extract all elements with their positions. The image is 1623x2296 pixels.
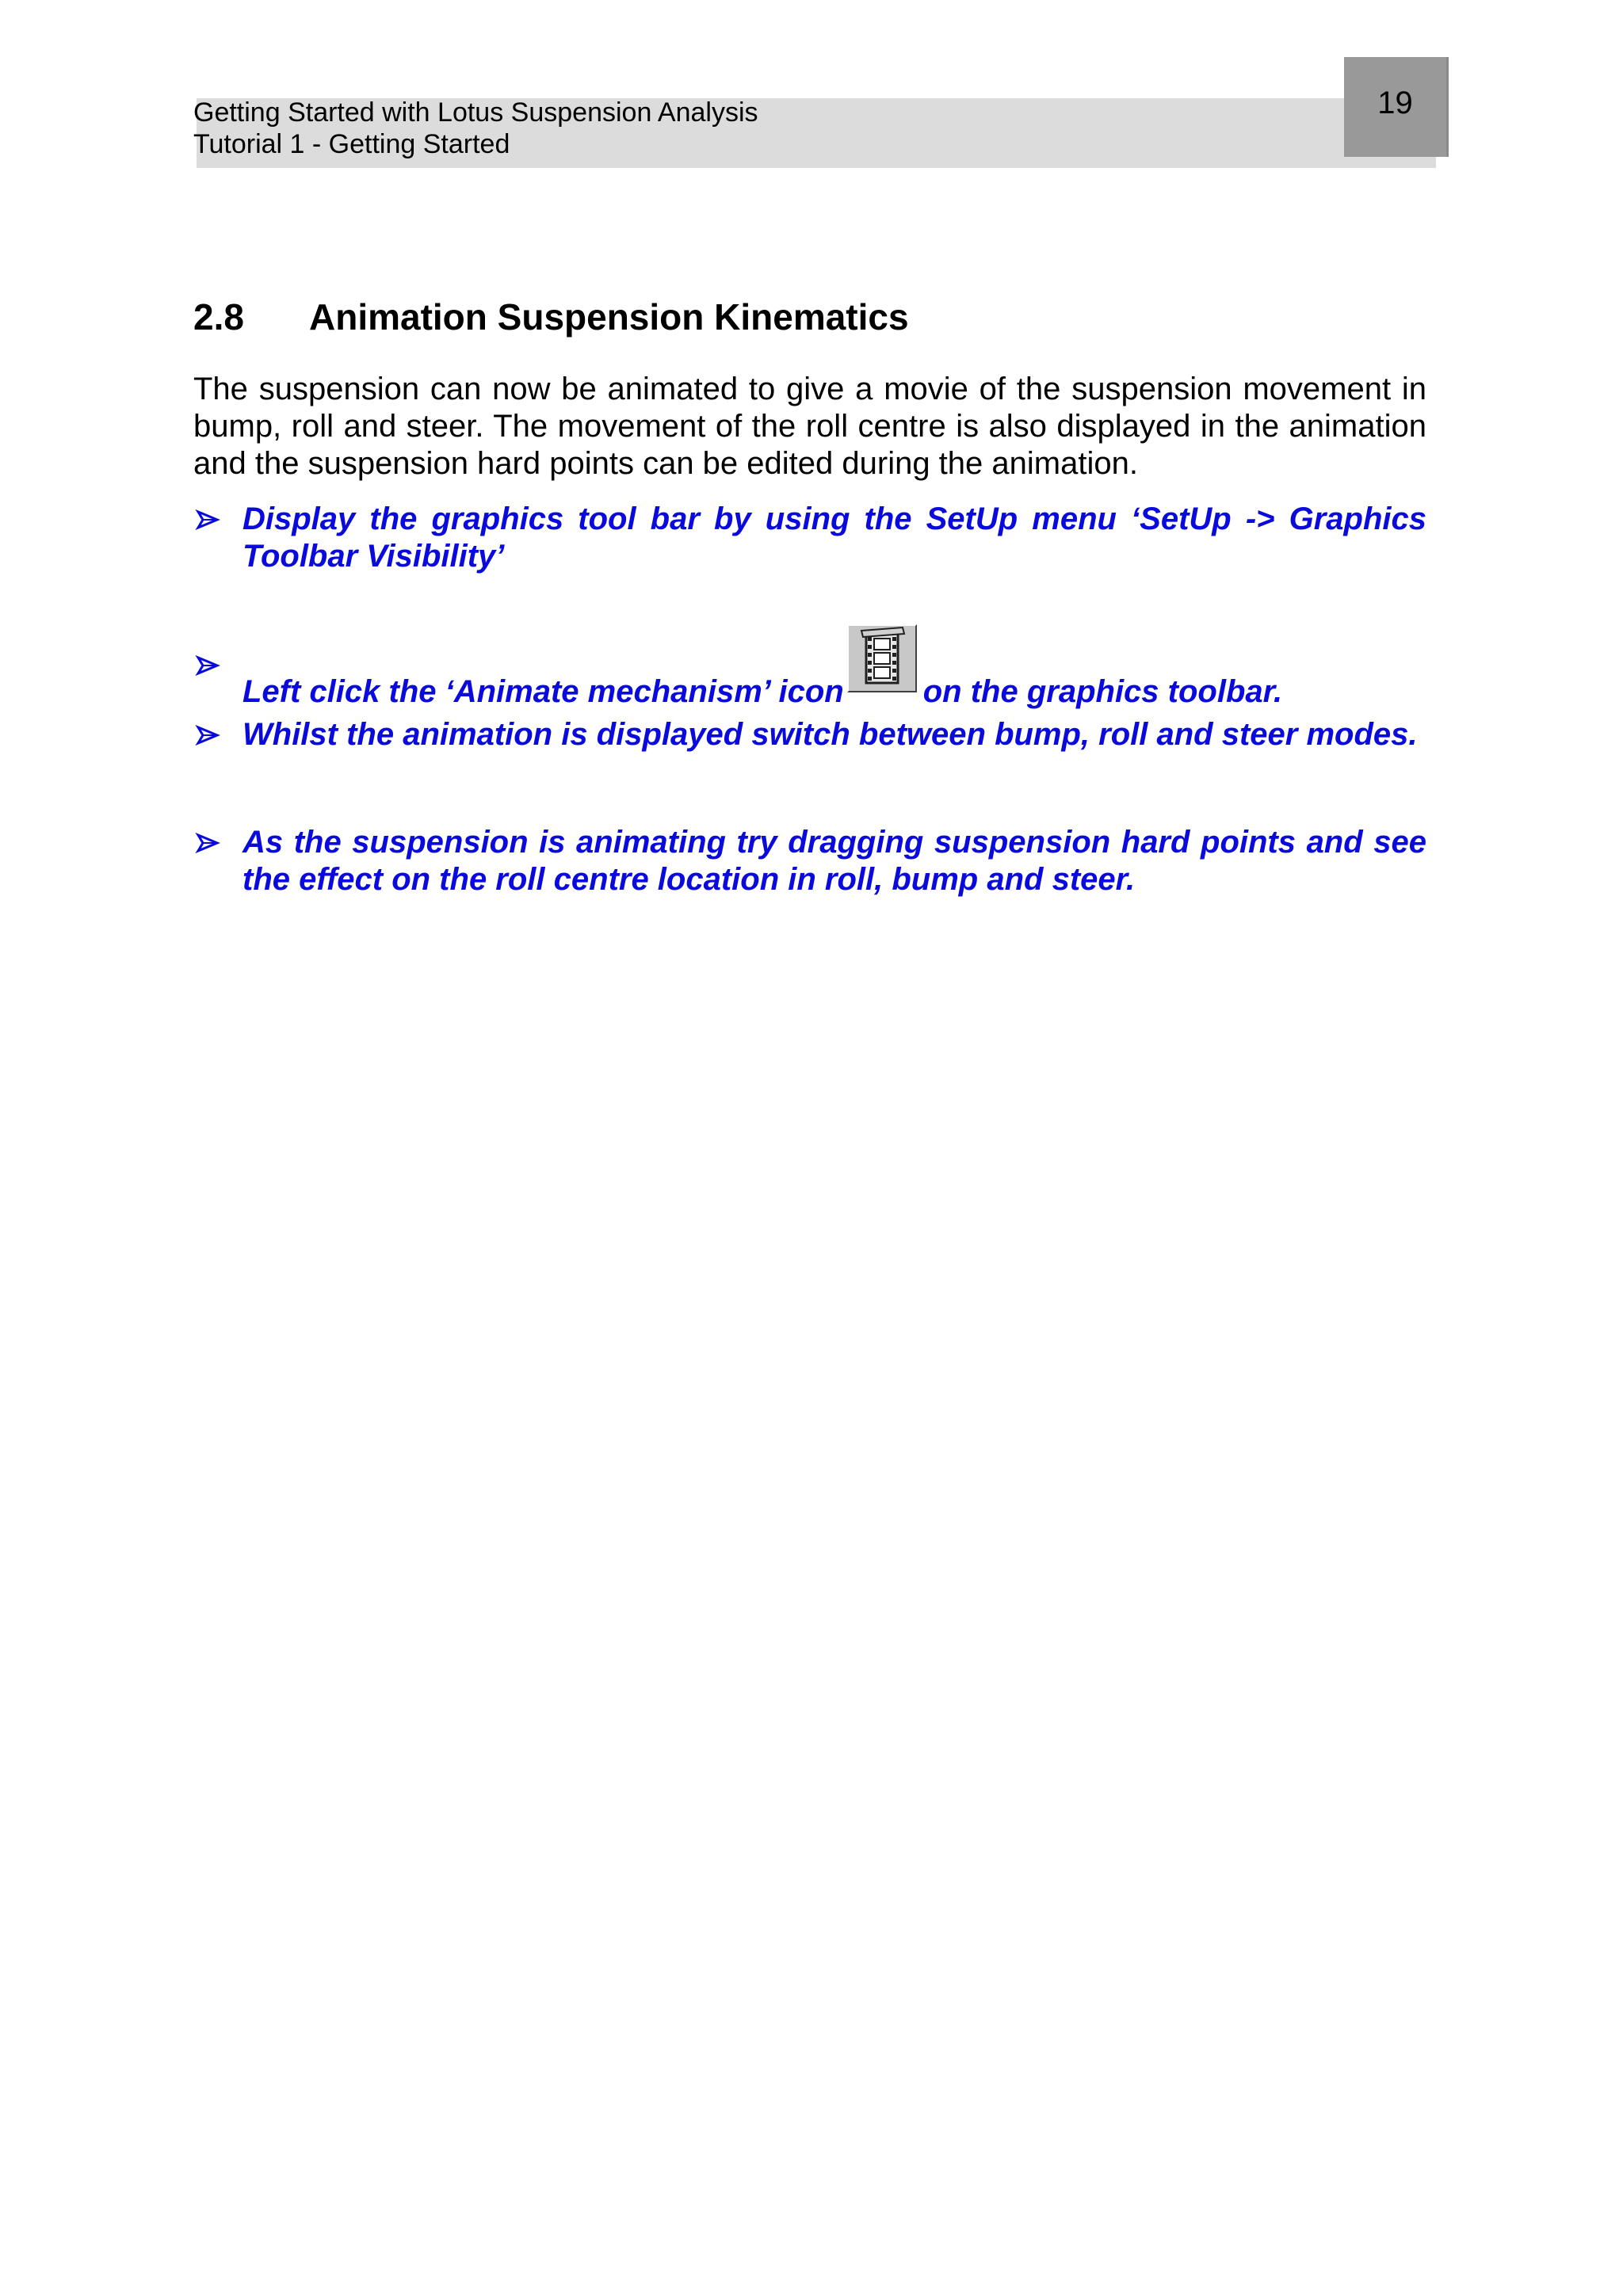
instruction-step-1: [193, 501, 1426, 575]
instruction-step-text-after: on the graphics toolbar.: [922, 674, 1283, 709]
instruction-step-text: [242, 646, 1426, 715]
page-number: 19: [1377, 86, 1413, 120]
header-chapter-title: Tutorial 1 - Getting Started: [193, 129, 510, 159]
animate-mechanism-icon: [847, 624, 917, 692]
intro-paragraph: The suspension can now be animated to give a movie of the suspension movement in bump, roll and steer. The movement of the roll centre is also displayed in the animation and the suspension hard points can be edited during the animation.: [193, 372, 1426, 481]
arrow-bullet-icon: [193, 501, 225, 538]
running-header: [193, 97, 758, 160]
section-heading: [193, 295, 909, 339]
arrow-bullet-icon: [193, 646, 225, 684]
instruction-step-text-before: Left click the ‘Animate mechanism’ icon: [242, 674, 844, 709]
arrow-bullet-icon: [193, 716, 225, 753]
section-number: 2.8: [193, 296, 244, 338]
instruction-step-text: Whilst the animation is displayed switch between bump, roll and steer modes.: [242, 717, 1418, 752]
instruction-step-2: [193, 646, 1426, 715]
section-title: Animation Suspension Kinematics: [309, 296, 909, 338]
instruction-step-4: [193, 824, 1426, 898]
instruction-step-3: [193, 716, 1426, 753]
header-document-title: Getting Started with Lotus Suspension Analysis: [193, 97, 758, 128]
page-number-box: [1344, 57, 1449, 157]
instruction-step-text: Display the graphics tool bar by using the SetUp menu ‘SetUp -> Graphics Toolbar Visibility’: [242, 502, 1426, 574]
instruction-step-text: As the suspension is animating try dragging suspension hard points and see the effect on the roll centre location in roll, bump and steer.: [242, 825, 1426, 897]
arrow-bullet-icon: [193, 824, 225, 861]
